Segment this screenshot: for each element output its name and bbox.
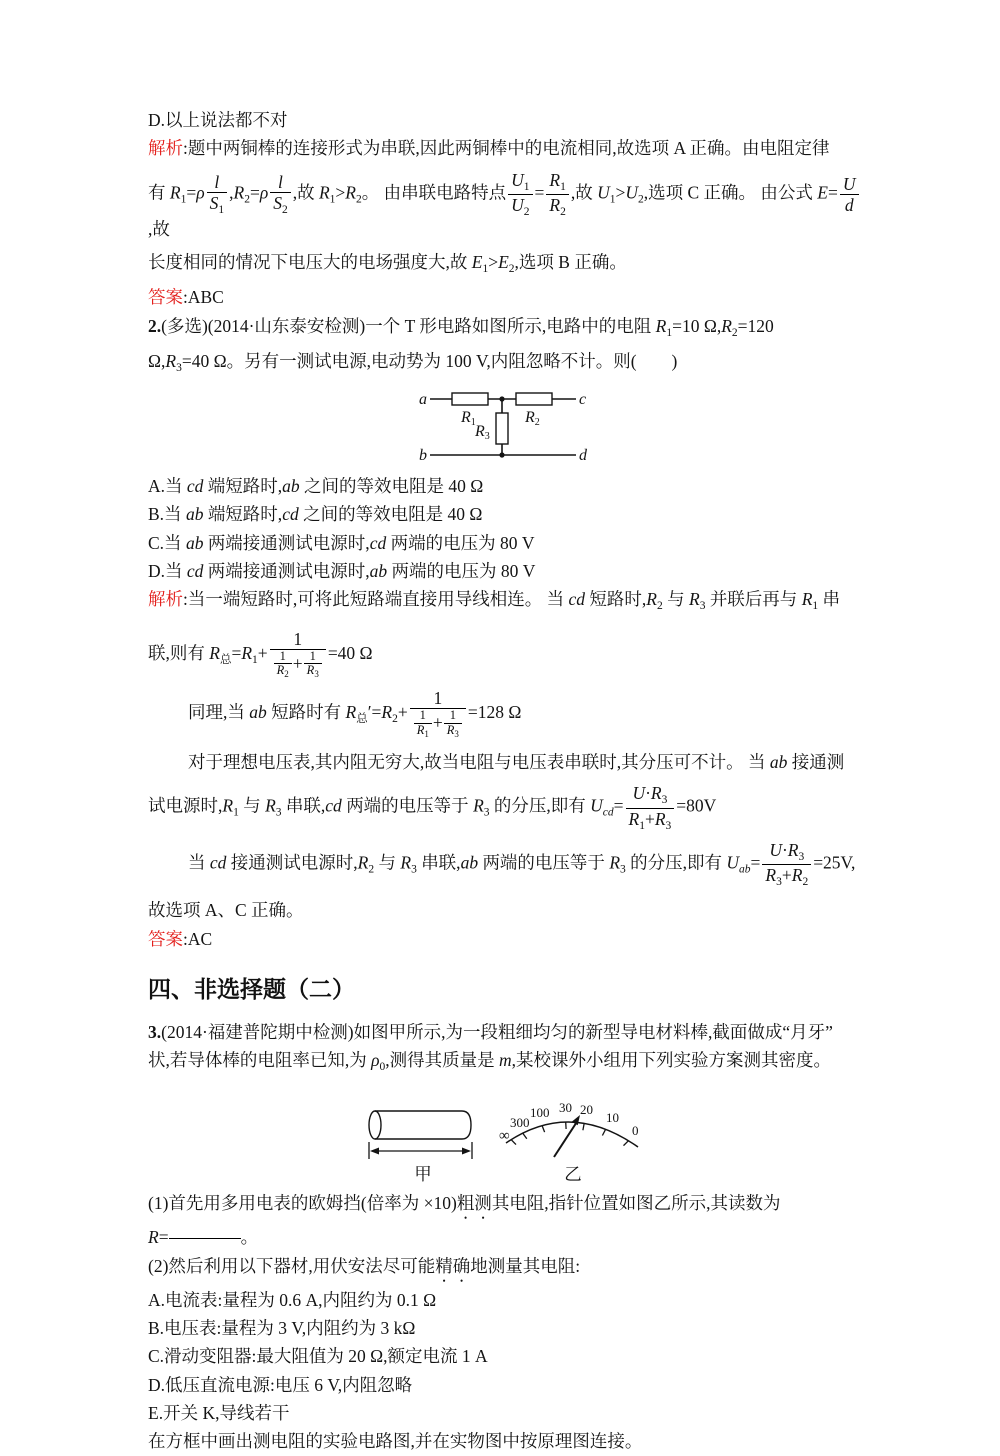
- colon: :: [183, 287, 188, 307]
- node-label-d: d: [579, 447, 588, 464]
- meter-needle: [554, 1123, 577, 1158]
- answer-label: 答案: [148, 929, 183, 949]
- q2-analysis-line4a: 对于理想电压表,其内阻无穷大,故当电阻与电压表串联时,其分压可不计。 当 ab 接通测: [148, 748, 862, 776]
- q3-equipment-e: E.开关 K,导线若干: [148, 1399, 862, 1427]
- r2-subscript: 2: [535, 417, 540, 428]
- q1-answer-value: ABC: [188, 287, 224, 307]
- r2-symbol: R: [524, 409, 535, 426]
- q2-analysis-formula1: 联,则有 $R_总=R_1+$ 1 $\frac{1}{R_2}$ + $\frac{1}{R_3}$ =40 Ω: [148, 629, 862, 681]
- scale-label-100: 100: [530, 1105, 550, 1120]
- rod-body: [375, 1111, 471, 1139]
- resistor-label-r3: [474, 423, 490, 442]
- q2-answer-value: AC: [188, 929, 212, 949]
- q2-analysis-line1: [148, 585, 862, 620]
- tick-10: [602, 1130, 605, 1136]
- node-label-c: c: [579, 391, 586, 408]
- ohmmeter-svg: [498, 1089, 648, 1163]
- q1-analysis-line3: 长度相同的情况下电压大的电场强度大,故 $E_1>E_2$,选项 B 正确。: [148, 248, 862, 283]
- q2-analysis-line6: 故选项 A、C 正确。: [148, 896, 862, 924]
- tick-infinity: [511, 1140, 516, 1145]
- q2-stem-line2: $\Omega,R_3=40$ Ω。另有一测试电源,电动势为 100 V,内阻忽略不计。则( ): [148, 347, 862, 382]
- q1-option-d: D.以上说法都不对: [148, 106, 862, 134]
- resistor-r2: [516, 393, 552, 405]
- needle-arrowhead: [572, 1115, 580, 1125]
- node-label-a: a: [419, 391, 427, 408]
- q3-part1-line1: (1)首先用多用电表的欧姆挡(倍率为 ×10)粗测其电阻,指针位置如图乙所示,其读数为: [148, 1189, 862, 1223]
- q3-stem-line1: 3.(2014·福建普陀期中检测)如图甲所示,为一段粗细均匀的新型导电材料棒,截面做成“月牙”: [148, 1018, 862, 1046]
- q2-option-a: A.当 cd 端短路时,ab 之间的等效电阻是 40 Ω: [148, 472, 862, 500]
- q3-part1-line2: R= 。: [148, 1223, 862, 1251]
- scale-label-0: 0: [632, 1123, 639, 1138]
- arrowhead-left: [370, 1148, 379, 1155]
- q2-analysis-line4b: 试电源时$,R_1$ 与 $R_3$ 串联,cd 两端的电压等于 $R_3$ 的分压,即有 $U_{cd}=$ $\frac{U\cdot R_3}{R_1+R_3}$ =80V: [148, 783, 862, 832]
- r3-symbol: R: [474, 423, 485, 440]
- scale-label-300: 300: [510, 1115, 530, 1130]
- q1-analysis-formula-line: 有 $R_1=\rho$ $\frac{l}{S_1}$ $,R_2=\rho$ $\frac{l}{S_2}$ ,故 $R_1>R_2$。 由串联电路特点 $\frac{U_1}{U_2}$ = $\frac{R_1}{R_2}$ ,故 $U_1>U_2$,选项 C 正确。 由公式 E= $\frac{U}{d}$ ,故: [148, 170, 862, 241]
- q2-answer-line: [148, 925, 862, 953]
- q1-analysis-text: 题中两铜棒的连接形式为串联,因此两铜棒中的电流相同,故选项 A 正确。由电阻定律: [188, 138, 830, 158]
- tick-100: [542, 1126, 545, 1133]
- analysis-label: 解析: [148, 138, 183, 158]
- q2-stem-line1: 2.(多选)(2014·山东泰安检测)一个 T 形电路如图所示,电路中的电阻 $R_1=10$ $\Omega,R_2=120$: [148, 312, 862, 347]
- scale-label-10: 10: [606, 1110, 619, 1125]
- answer-label: 答案: [148, 287, 183, 307]
- rod-figure: [362, 1107, 484, 1185]
- rod-figure-label: 甲: [414, 1163, 432, 1185]
- q2-option-b: B.当 ab 端短路时,cd 之间的等效电阻是 40 Ω: [148, 500, 862, 528]
- scale-label-30: 30: [559, 1100, 572, 1115]
- q3-part2-line: (2)然后利用以下器材,用伏安法尽可能精确地测量其电阻:: [148, 1252, 862, 1286]
- analysis-label: 解析: [148, 589, 183, 609]
- resistor-r3: [496, 413, 508, 444]
- q2-option-d: D.当 cd 两端接通测试电源时,ab 两端的电压为 80 V: [148, 557, 862, 585]
- q3-equipment-b: B.电压表:量程为 3 V,内阻约为 3 kΩ: [148, 1314, 862, 1342]
- arrowhead-right: [462, 1148, 471, 1155]
- q1-analysis-line1: [148, 134, 862, 162]
- rod-svg: [362, 1107, 484, 1163]
- q3-equipment-d: D.低压直流电源:电压 6 V,内阻忽略: [148, 1371, 862, 1399]
- resistor-label-r1: [460, 409, 476, 428]
- q2-analysis-formula2: 同理,当 ab 短路时有 $R_总'=R_2+$ 1 $\frac{1}{R_1}$ + $\frac{1}{R_3}$ =128 Ω: [148, 688, 862, 740]
- resistor-label-r2: [524, 409, 540, 428]
- colon: :: [183, 929, 188, 949]
- r1-subscript: 1: [471, 417, 476, 428]
- q3-equipment-c: C.滑动变阻器:最大阻值为 20 Ω,额定电流 1 A: [148, 1342, 862, 1370]
- q1-answer-line: [148, 283, 862, 311]
- q2-analysis-text: 当一端短路时,可将此短路端直接用导线相连。 当 cd 短路时$,R_2$ 与 $R_3$ 并联后再与 $R_1$ 串: [188, 589, 840, 609]
- ohmmeter-figure: [498, 1089, 648, 1185]
- tick-0: [624, 1141, 629, 1146]
- section-header: 四、非选择题（二）: [148, 971, 862, 1004]
- ohmmeter-figure-label: 乙: [564, 1163, 582, 1185]
- junction-dot-bottom: [499, 452, 504, 457]
- q3-figure-row: [148, 1089, 862, 1185]
- t-circuit-svg: [417, 386, 593, 468]
- q2-option-c: C.当 ab 两端接通测试电源时,cd 两端的电压为 80 V: [148, 529, 862, 557]
- t-circuit-figure: [148, 386, 862, 468]
- q2-analysis-line5: 当 cd 接通测试电源时$,R_2$ 与 $R_3$ 串联,ab 两端的电压等于 $R_3$ 的分压,即有 $U_{ab}=$ $\frac{U\cdot R_3}{R_3+R_2}$ =25V,: [148, 840, 862, 889]
- tick-300: [523, 1134, 527, 1140]
- resistor-r1: [452, 393, 488, 405]
- r3-subscript: 3: [485, 431, 490, 442]
- scale-label-20: 20: [580, 1102, 593, 1117]
- rod-left-end: [369, 1111, 381, 1139]
- q3-final-line: 在方框中画出测电阻的实验电路图,并在实物图中按原理图连接。: [148, 1427, 862, 1455]
- r1-symbol: R: [460, 409, 471, 426]
- scale-label-infinity: ∞: [499, 1128, 510, 1144]
- tick-20: [583, 1124, 584, 1131]
- node-label-b: b: [419, 447, 427, 464]
- colon: :: [183, 138, 188, 158]
- q3-stem-line2: 状,若导体棒的电阻率已知,为 $\rho_0$,测得其质量是 m,某校课外小组用下列实验方案测其密度。: [148, 1046, 862, 1081]
- q3-equipment-a: A.电流表:量程为 0.6 A,内阻约为 0.1 Ω: [148, 1286, 862, 1314]
- colon: :: [183, 589, 188, 609]
